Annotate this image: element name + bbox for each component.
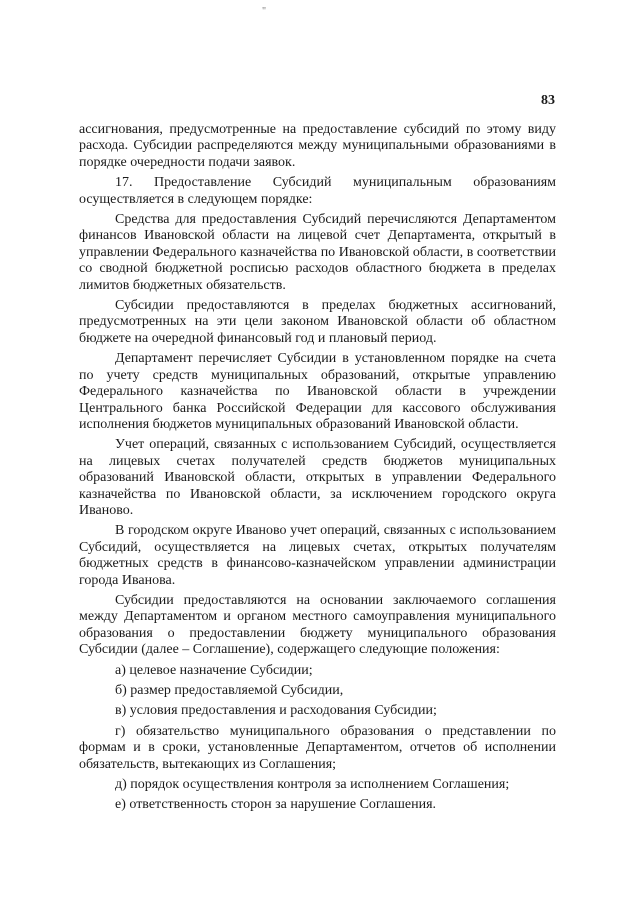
list-item: а) целевое назначение Субсидии; [115,662,313,678]
body-text [79,122,556,818]
list-item: е) ответственность сторон за нарушение Соглашения. [115,797,437,813]
paragraph: Учет операций, связанных с использованием Субсидий, осуществляется на лицевых счетах получателей средств бюджетов муниципальных образований Ивановской области, открытых в управлении Федерального казначейства по Ивановской области, за исключением городского округа Иваново. [79,437,556,518]
list-item: д) порядок осуществления контроля за исполнением Соглашения; [115,777,510,793]
paragraph: Департамент перечисляет Субсидии в установленном порядке на счета по учету средств муниципальных образований, открытые управлению Федерального казначейства по Ивановской области в учреждении Центрального банка Российской Федерации для кассового обслуживания исполнения бюджетов муниципальных образований Ивановской области. [79,351,556,432]
list-item: б) размер предоставляемой Субсидии, [115,683,344,698]
paragraph: ассигнования, предусмотренные на предоставление субсидий по этому виду расхода. Субсидии распределяются между муниципальными образованиями в порядке очередности подачи заявок. [79,122,556,170]
list-item: г) обязательство муниципального образования о представлении по формам и в сроки, установленные Департаментом, отчетов об исполнении обязательств, вытекающих из Соглашения; [79,723,556,772]
paragraph: 17. Предоставление Субсидий муниципальным образованиям осуществляется в следующем порядке: [79,175,556,207]
page-number: 83 [541,93,555,108]
paragraph: Субсидии предоставляются в пределах бюджетных ассигнований, предусмотренных на эти цели законом Ивановской области об областном бюджете на очередной финансовый год и плановый период. [79,298,556,346]
paragraph: Средства для предоставления Субсидий перечисляются Департаментом финансов Ивановской области на лицевой счет Департамента, открытый в управлении Федерального казначейства по Ивановской области, в соответствии со сводной бюджетной росписью расходов областного бюджета в пределах лимитов бюджетных обязательств. [79,212,556,293]
paragraph: В городском округе Иваново учет операций, связанных с использованием Субсидий, осуществляется на лицевых счетах, открытых получателям бюджетных средств в финансово-казначейском управлении администрации города Иванова. [79,523,556,588]
paragraph: Субсидии предоставляются на основании заключаемого соглашения между Департаментом и органом местного самоуправления муниципального образования о предоставлении бюджету муниципального образования Субсидии (далее – Соглашение), содержащего следующие положения: [79,592,556,658]
scan-mark: " [262,6,267,17]
list-item: в) условия предоставления и расходования Субсидии; [115,703,437,719]
